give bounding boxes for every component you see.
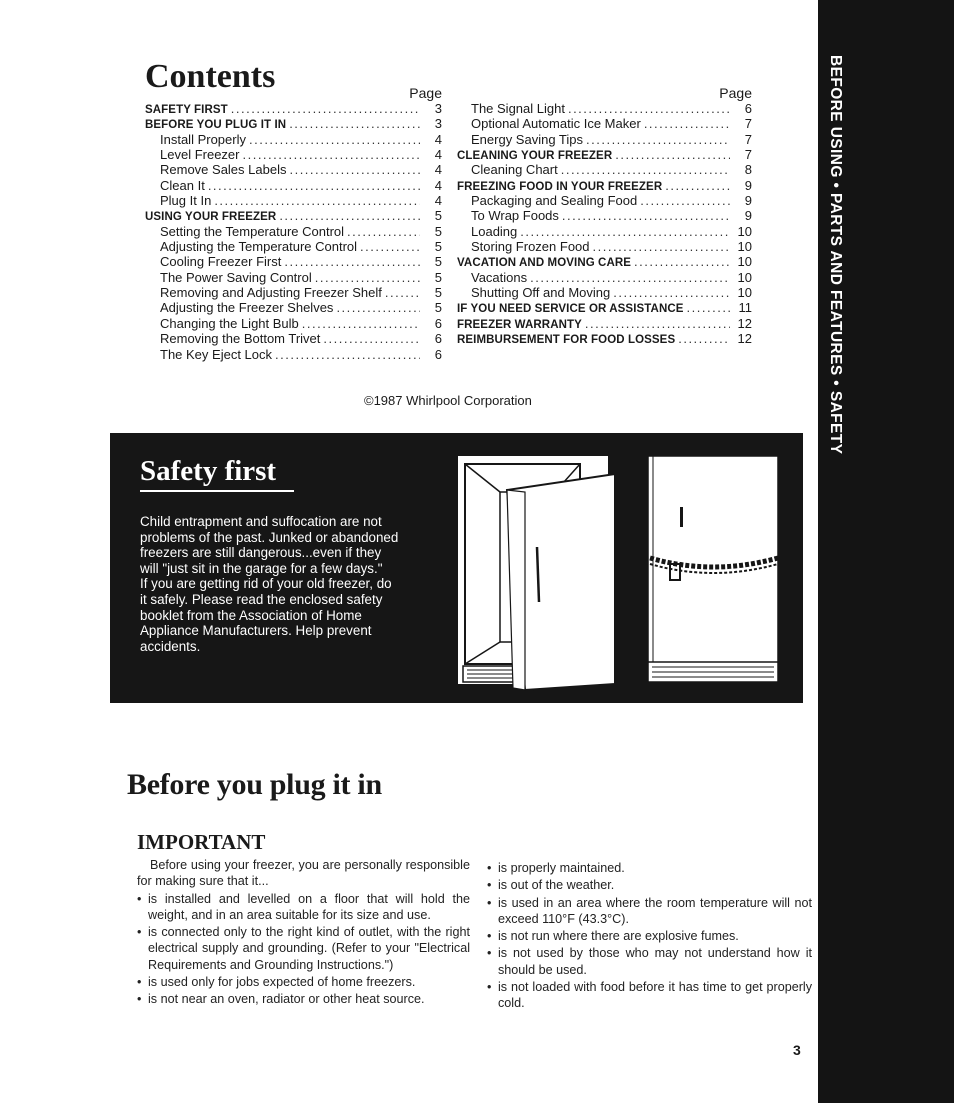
- page-number: 3: [793, 1042, 801, 1058]
- toc-page-header: Page: [719, 85, 752, 101]
- toc-entry-page: 5: [434, 285, 442, 301]
- toc-leader-dots: [662, 178, 730, 193]
- requirement-bullet: • is not run where there are explosive fumes.: [487, 928, 812, 944]
- toc-entry-title: IF YOU NEED SERVICE OR ASSISTANCE: [457, 303, 684, 316]
- toc-entry-title: VACATION AND MOVING CARE: [457, 257, 632, 270]
- requirement-bullet: • is used only for jobs expected of home freezers.: [137, 974, 470, 990]
- toc-left-column: [145, 85, 442, 362]
- toc-leader-dots: [610, 285, 730, 300]
- toc-entry-page: 10: [737, 269, 752, 285]
- toc-entry-title: Loading: [471, 223, 518, 239]
- toc-entry: [145, 162, 442, 177]
- toc-entry: [457, 147, 752, 162]
- toc-entry: [457, 116, 752, 131]
- toc-leader-dots: [583, 132, 730, 147]
- toc-entry: [457, 285, 752, 300]
- toc-entry: [457, 331, 752, 346]
- toc-entry: [145, 147, 442, 162]
- toc-entry: [457, 162, 752, 177]
- toc-leader-dots: [246, 132, 420, 147]
- toc-leader-dots: [641, 116, 730, 131]
- toc-entry: [145, 347, 442, 362]
- toc-entry-title: Shutting Off and Moving: [471, 285, 611, 301]
- toc-entry: [145, 270, 442, 285]
- toc-entry-title: FREEZING FOOD IN YOUR FREEZER: [457, 180, 663, 193]
- toc-entry-title: BEFORE YOU PLUG IT IN: [145, 119, 287, 132]
- toc-entry: [457, 132, 752, 147]
- toc-entry-page: 6: [744, 101, 752, 116]
- toc-leader-dots: [382, 285, 420, 300]
- toc-entry: [457, 270, 752, 285]
- toc-left-list: [145, 101, 442, 362]
- toc-entry-page: 4: [434, 177, 442, 193]
- toc-entry: [145, 316, 442, 331]
- toc-leader-dots: [637, 193, 730, 208]
- toc-leader-dots: [675, 331, 730, 346]
- toc-entry-title: Adjusting the Temperature Control: [160, 239, 358, 255]
- toc-entry-title: REIMBURSEMENT FOR FOOD LOSSES: [457, 334, 676, 347]
- toc-leader-dots: [344, 224, 420, 239]
- toc-leader-dots: [205, 178, 420, 193]
- chained-freezer-drawing: [648, 456, 778, 682]
- toc-entry-title: Adjusting the Freezer Shelves: [160, 300, 334, 316]
- toc-entry: [457, 316, 752, 331]
- toc-entry-page: 5: [434, 254, 442, 270]
- toc-entry-title: Vacations: [471, 269, 528, 285]
- toc-leader-dots: [276, 208, 420, 223]
- toc-entry: [145, 331, 442, 346]
- toc-entry-page: 10: [737, 254, 752, 270]
- toc-entry-title: Setting the Temperature Control: [160, 223, 345, 239]
- toc-leader-dots: [333, 300, 420, 315]
- toc-entry-title: Clean It: [160, 177, 205, 193]
- toc-entry-page: 7: [744, 116, 752, 132]
- toc-leader-dots: [517, 224, 730, 239]
- toc-entry-page: 7: [744, 131, 752, 147]
- toc-entry-title: Plug It In: [160, 193, 212, 209]
- toc-entry: [145, 300, 442, 315]
- toc-leader-dots: [527, 270, 730, 285]
- toc-entry-title: Level Freezer: [160, 147, 240, 163]
- toc-leader-dots: [239, 147, 420, 162]
- toc-leader-dots: [286, 116, 420, 131]
- toc-entry-page: 5: [434, 223, 442, 239]
- toc-entry-page: 12: [737, 331, 752, 347]
- toc-entry-title: Removing and Adjusting Freezer Shelf: [160, 285, 382, 301]
- toc-leader-dots: [286, 162, 420, 177]
- toc-leader-dots: [320, 331, 420, 346]
- toc-leader-dots: [565, 101, 730, 116]
- toc-entry-title: USING YOUR FREEZER: [145, 211, 277, 224]
- toc-entry-page: 6: [434, 315, 442, 331]
- toc-leader-dots: [684, 300, 730, 315]
- toc-right-column: [457, 85, 752, 347]
- toc-entry-page: 10: [737, 223, 752, 239]
- toc-entry-title: Energy Saving Tips: [471, 131, 584, 147]
- section-title-before-plug: Before you plug it in: [127, 768, 382, 801]
- toc-entry: [145, 254, 442, 269]
- requirement-bullet: • is out of the weather.: [487, 877, 812, 893]
- toc-entry-title: The Signal Light: [471, 101, 565, 116]
- toc-leader-dots: [228, 101, 420, 116]
- toc-entry: [457, 239, 752, 254]
- toc-entry-page: 4: [434, 131, 442, 147]
- toc-entry-title: The Power Saving Control: [160, 269, 312, 285]
- toc-entry: [145, 116, 442, 131]
- toc-entry: [457, 178, 752, 193]
- safety-body-text: Child entrapment and suffocation are not problems of the past. Junked or abandoned freezers are still dangerous...even if they will "just sit in the garage for a few days." If you are getting rid of your old freezer, do it safely. Please read the enclosed safety booklet from the Association of Home Appliance Manufacturers. Help prevent accidents.: [140, 514, 399, 654]
- toc-leader-dots: [299, 316, 420, 331]
- toc-entry-title: Packaging and Sealing Food: [471, 193, 638, 209]
- important-intro: Before using your freezer, you are personally responsible for making sure that it...: [137, 858, 470, 889]
- toc-entry: [457, 208, 752, 223]
- requirement-bullet: • is properly maintained.: [487, 860, 812, 876]
- toc-entry-page: 9: [744, 177, 752, 193]
- toc-entry-title: FREEZER WARRANTY: [457, 318, 582, 331]
- toc-entry: [145, 208, 442, 223]
- toc-entry: [457, 224, 752, 239]
- toc-leader-dots: [590, 239, 730, 254]
- toc-leader-dots: [211, 193, 420, 208]
- toc-entry: [457, 101, 752, 116]
- toc-entry: [145, 101, 442, 116]
- toc-right-list: [457, 101, 752, 347]
- toc-leader-dots: [631, 254, 730, 269]
- side-tab-label: BEFORE USING • PARTS AND FEATURES • SAFETY: [827, 55, 844, 455]
- toc-entry: [145, 239, 442, 254]
- toc-entry-title: Remove Sales Labels: [160, 162, 287, 178]
- toc-entry-page: 5: [434, 300, 442, 316]
- toc-leader-dots: [357, 239, 420, 254]
- toc-entry-page: 5: [434, 269, 442, 285]
- toc-entry: [145, 224, 442, 239]
- toc-entry: [457, 254, 752, 269]
- toc-entry-title: Cooling Freezer First: [160, 254, 282, 270]
- toc-leader-dots: [559, 208, 730, 223]
- requirement-bullet: • is installed and levelled on a floor that will hold the weight, and in an area suitable for its size and use.: [137, 891, 470, 924]
- freezer-illustration: [455, 452, 785, 692]
- toc-entry: [145, 193, 442, 208]
- toc-entry-page: 6: [434, 346, 442, 362]
- toc-entry-page: 9: [744, 193, 752, 209]
- toc-entry-page: 5: [434, 239, 442, 255]
- requirement-bullet: • is connected only to the right kind of outlet, with the right electrical supply and grounding. (Refer to your "Electrical Requirements and Grounding Instructions."): [137, 924, 470, 973]
- toc-entry-title: Removing the Bottom Trivet: [160, 331, 321, 347]
- copyright-notice: ©1987 Whirlpool Corporation: [364, 393, 532, 408]
- requirement-bullet: • is not used by those who may not understand how it should be used.: [487, 945, 812, 978]
- toc-leader-dots: [272, 347, 420, 362]
- toc-entry-page: 4: [434, 147, 442, 163]
- toc-entry-page: 12: [737, 315, 752, 331]
- toc-entry-title: The Key Eject Lock: [160, 346, 272, 362]
- toc-entry-page: 8: [744, 162, 752, 178]
- safety-title: Safety first: [140, 455, 277, 487]
- important-heading: IMPORTANT: [137, 830, 266, 854]
- toc-leader-dots: [612, 147, 730, 162]
- toc-entry: [145, 285, 442, 300]
- important-right-column: [487, 859, 812, 1012]
- toc-leader-dots: [582, 316, 730, 331]
- toc-entry-page: 4: [434, 193, 442, 209]
- toc-entry-page: 10: [737, 239, 752, 255]
- toc-leader-dots: [281, 254, 420, 269]
- toc-entry-title: Optional Automatic Ice Maker: [471, 116, 641, 132]
- toc-entry-page: 9: [744, 208, 752, 224]
- toc-entry-title: To Wrap Foods: [471, 208, 559, 224]
- toc-entry-page: 4: [434, 162, 442, 178]
- toc-entry-title: CLEANING YOUR FREEZER: [457, 150, 613, 163]
- toc-entry-page: 5: [434, 208, 442, 224]
- requirement-bullet: • is not loaded with food before it has time to get properly cold.: [487, 979, 812, 1012]
- toc-entry: [457, 300, 752, 315]
- toc-entry-title: Cleaning Chart: [471, 162, 558, 178]
- requirement-bullet: • is used in an area where the room temperature will not exceed 110°F (43.3°C).: [487, 895, 812, 928]
- toc-entry: [145, 132, 442, 147]
- contents-title: Contents: [145, 58, 276, 95]
- toc-entry-page: 11: [738, 300, 752, 316]
- toc-entry-page: 10: [737, 285, 752, 301]
- toc-entry-page: 3: [434, 101, 442, 116]
- important-left-bullets: [137, 891, 470, 1008]
- toc-entry-title: Changing the Light Bulb: [160, 315, 299, 331]
- toc-entry: [145, 178, 442, 193]
- toc-entry-page: 6: [434, 331, 442, 347]
- toc-entry-page: 7: [744, 147, 752, 163]
- toc-page-header: Page: [409, 85, 442, 101]
- toc-leader-dots: [558, 162, 730, 177]
- safety-title-underline: [140, 490, 294, 492]
- toc-entry-page: 3: [434, 116, 442, 132]
- open-freezer-drawing: [458, 456, 615, 690]
- toc-entry: [457, 193, 752, 208]
- toc-entry-title: Install Properly: [160, 131, 246, 147]
- important-left-column: [137, 857, 470, 1008]
- toc-leader-dots: [312, 270, 420, 285]
- important-right-bullets: [487, 860, 812, 1012]
- toc-entry-title: SAFETY FIRST: [145, 104, 228, 116]
- requirement-bullet: • is not near an oven, radiator or other heat source.: [137, 991, 470, 1007]
- toc-entry-title: Storing Frozen Food: [471, 239, 590, 255]
